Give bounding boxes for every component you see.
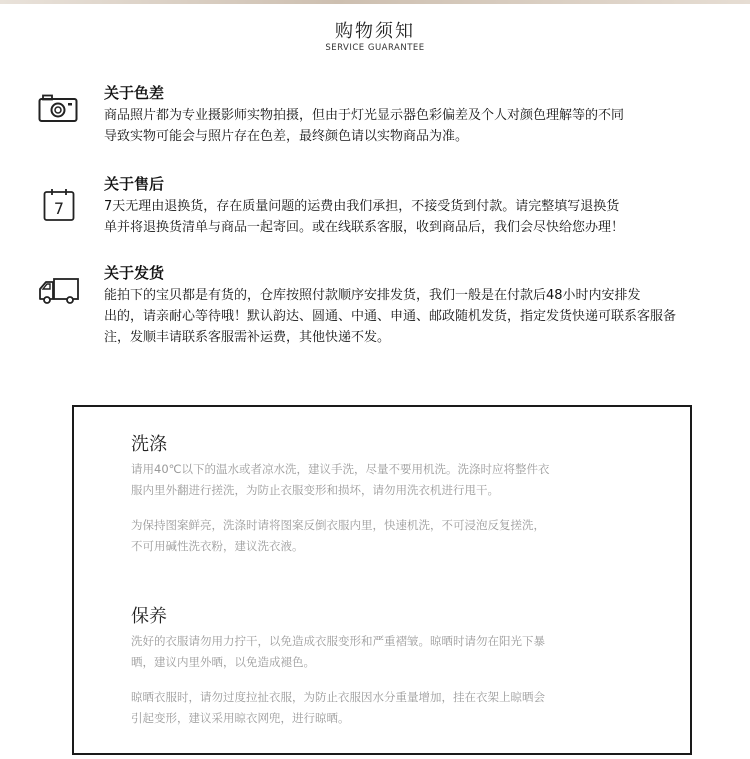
notice-heading: 关于售后 (104, 175, 165, 193)
maintenance-section (131, 605, 631, 729)
notice-line: 出的，请亲耐心等待哦！默认韵达、圆通、中通、申通、邮政随机发货，指定发货快递可联系客服备 (104, 309, 677, 324)
care-line: 洗好的衣服请勿用力拧干，以免造成衣服变形和严重褶皱。晾晒时请勿在阳光下暴 (131, 634, 545, 648)
notice-line: 注，发顺丰请联系客服需补运费，其他快递不发。 (104, 330, 391, 345)
notice-body (104, 285, 734, 348)
notice-heading: 关于色差 (104, 84, 165, 102)
maintenance-paragraph (131, 687, 631, 729)
care-line: 请用40℃以下的温水或者凉水洗，建议手洗，尽量不要用机洗。洗涤时应将整件衣 (131, 462, 550, 476)
notice-body (104, 105, 734, 147)
notice-heading: 关于发货 (104, 264, 165, 282)
notice-line: 单并将退换货清单与商品一起寄回。或在线联系客服，收到商品后，我们会尽快给您办理！ (104, 220, 625, 235)
calendar-day-label: 7 (53, 199, 65, 218)
delivery-truck-icon (38, 277, 80, 305)
washing-paragraph (131, 515, 631, 557)
calendar-7-icon (43, 188, 75, 222)
care-instructions-box (72, 405, 692, 755)
notice-shipping (104, 263, 734, 348)
notice-line: 商品照片都为专业摄影师实物拍摄，但由于灯光显示器色彩偏差及个人对颜色理解等的不同 (104, 108, 625, 123)
care-line: 不可用碱性洗衣粉，建议洗衣液。 (131, 539, 304, 553)
notice-line: 能拍下的宝贝都是有货的，仓库按照付款顺序安排发货，我们一般是在付款后48小时内安排发 (104, 288, 641, 303)
care-line: 引起变形，建议采用晾衣网兜，进行晾晒。 (131, 711, 350, 725)
top-decorative-strip (0, 0, 750, 4)
washing-paragraph (131, 459, 631, 501)
notice-line: 7天无理由退换货，存在质量问题的运费由我们承担，不接受货到付款。请完整填写退换货 (104, 199, 620, 214)
maintenance-heading: 保养 (131, 606, 167, 627)
notice-body (104, 196, 734, 238)
notice-color-difference (104, 83, 734, 147)
notice-line: 导致实物可能会与照片存在色差，最终颜色请以实物商品为准。 (104, 129, 469, 144)
camera-icon (38, 93, 78, 125)
washing-section (131, 433, 631, 557)
notice-after-sales (104, 174, 734, 238)
page-title: 购物须知 (335, 21, 415, 42)
page-subtitle: SERVICE GUARANTEE (325, 43, 425, 53)
care-line: 为保持图案鲜亮，洗涤时请将图案反倒衣服内里，快速机洗，不可浸泡反复搓洗， (131, 518, 545, 532)
care-line: 晒，建议内里外晒，以免造成褪色。 (131, 655, 315, 669)
maintenance-paragraph (131, 631, 631, 673)
care-line: 晾晒衣服时，请勿过度拉扯衣服，为防止衣服因水分重量增加，挂在衣架上晾晒会 (131, 690, 545, 704)
washing-heading: 洗涤 (131, 434, 167, 455)
care-line: 服内里外翻进行搓洗，为防止衣服变形和损坏，请勿用洗衣机进行甩干。 (131, 483, 499, 497)
